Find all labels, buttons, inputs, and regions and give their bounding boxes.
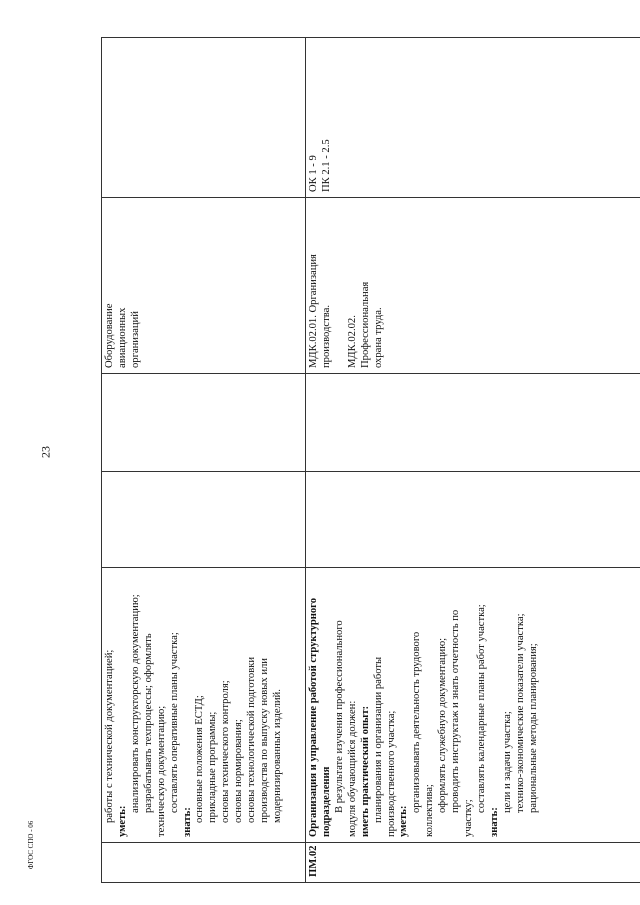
- table-row: [306, 38, 640, 883]
- description-line: прикладные программы;: [207, 711, 219, 823]
- mdk-line: авиационных: [116, 307, 128, 368]
- code-cell: ПМ.02: [306, 843, 640, 883]
- description-line: оформлять служебную документацию;: [437, 637, 449, 813]
- description-line: анализировать конструкторскую документацию;: [129, 594, 141, 813]
- description-line: производственного участка;: [385, 710, 397, 837]
- description-line: производства по выпуску новых или: [259, 658, 271, 823]
- description-line: основные положения ЕСТД;: [194, 695, 206, 823]
- description-line: уметь:: [116, 805, 128, 837]
- description-line: основы нормирования;: [233, 719, 245, 823]
- competencies-cell: [102, 38, 306, 198]
- description-line: подразделения: [320, 766, 332, 837]
- description-line: составлять оперативные планы участка;: [168, 632, 180, 813]
- description-line: рациональные методы планирования;: [527, 643, 539, 813]
- rotated-table-area: [101, 38, 640, 883]
- description-line: модуля обучающийся должен:: [346, 700, 358, 837]
- table-row: [102, 38, 306, 883]
- mdk-cell: [306, 198, 640, 374]
- max-hours-cell: [102, 472, 306, 568]
- mdk-line: МДК.02.01. Организация: [308, 254, 319, 368]
- curriculum-table: [101, 37, 640, 883]
- description-line: составлять календарные планы работ участка;: [475, 604, 487, 813]
- description-line: уметь:: [398, 805, 410, 837]
- description-line: цели и задачи участка;: [501, 711, 513, 813]
- description-line: проводить инструктаж и знать отчетность по: [450, 609, 462, 813]
- description-line: техническую документацию;: [155, 705, 167, 837]
- mdk-line: Оборудование: [104, 303, 115, 368]
- description-line: Организация и управление работой структурного: [308, 597, 319, 837]
- code-cell: [102, 843, 306, 883]
- description-line: знать:: [488, 807, 500, 837]
- description-line: участку;: [463, 799, 475, 837]
- description-line: коллектива;: [424, 784, 436, 837]
- competencies-cell: [306, 38, 640, 198]
- description-line: основы технического контроля;: [220, 680, 232, 823]
- max-hours-cell: [306, 472, 640, 568]
- description-line: работы с технической документацией;: [104, 649, 115, 823]
- description-line: организовывать деятельность трудового: [411, 631, 423, 813]
- mdk-line: производства.: [320, 305, 332, 368]
- obligatory-hours-cell: [102, 374, 306, 472]
- mdk-cell: [102, 198, 306, 374]
- mdk-line: Профессиональная: [359, 281, 371, 368]
- description-cell: [306, 568, 640, 843]
- description-cell: [102, 568, 306, 843]
- mdk-line: МДК.02.02.: [346, 315, 358, 368]
- description-line: разрабатывать техпроцессы; оформлять: [142, 633, 154, 813]
- mdk-line: [334, 203, 347, 368]
- competency-line: ОК 1 - 9: [308, 155, 319, 192]
- page-number: 23: [38, 446, 53, 458]
- mdk-line: организаций: [129, 311, 141, 368]
- description-line: планирования и организации работы: [372, 656, 384, 823]
- mdk-line: охрана труда.: [372, 307, 384, 368]
- competency-line: ПК 2.1 - 2.5: [320, 139, 332, 192]
- description-line: знать:: [181, 807, 193, 837]
- description-line: иметь практический опыт:: [359, 705, 371, 837]
- description-line: технико-экономические показатели участка;: [514, 613, 526, 813]
- description-line: В результате изучения профессионального: [333, 620, 345, 813]
- footer-code: ФГОС СПО - 06: [27, 820, 35, 870]
- description-line: основы технологической подготовки: [246, 656, 258, 823]
- obligatory-hours-cell: [306, 374, 640, 472]
- description-line: модернизированных изделий.: [271, 689, 283, 823]
